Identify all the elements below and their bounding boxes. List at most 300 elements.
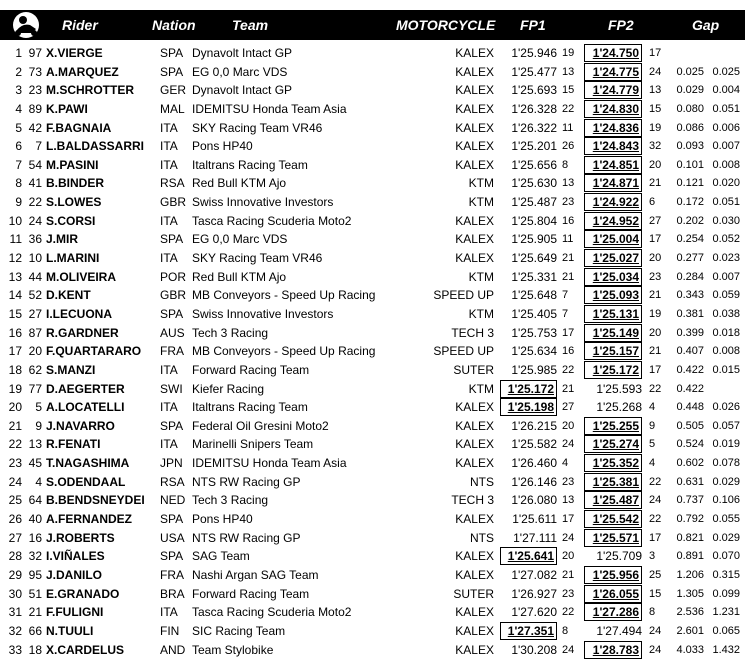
fp1-lap-cell: 26 (562, 140, 575, 153)
rider-name-cell: I.LECUONA (46, 306, 112, 321)
rider-number-cell: 41 (28, 176, 42, 191)
position-cell: 18 (8, 362, 22, 377)
table-row (0, 268, 745, 287)
nation-cell: SPA (160, 46, 184, 60)
table-row (0, 342, 745, 361)
fp1-time-cell: 1'27.351 (500, 622, 557, 640)
fp1-time-cell: 1'25.946 (511, 46, 557, 60)
motorcycle-cell: KALEX (455, 120, 494, 135)
gap-first-cell: 4.033 (676, 643, 704, 656)
table-row (0, 44, 745, 63)
rider-number-cell: 66 (28, 623, 42, 638)
fp1-lap-cell: 11 (562, 121, 574, 134)
fp1-lap-cell: 22 (562, 102, 575, 115)
gap-first-cell: 0.737 (676, 494, 704, 507)
position-cell: 29 (8, 567, 22, 582)
rider-number-cell: 97 (28, 46, 42, 60)
rider-number-cell: 77 (28, 381, 42, 396)
rider-name-cell: A.MARQUEZ (46, 64, 119, 79)
fp1-lap-cell: 20 (562, 550, 575, 563)
gap-first-cell: 0.505 (676, 419, 704, 432)
fp1-time-cell: 1'25.693 (511, 83, 557, 98)
rider-number-cell: 73 (28, 64, 42, 79)
nation-cell: ITA (160, 362, 178, 377)
fp2-lap-cell: 20 (649, 158, 662, 171)
fp1-time-cell: 1'25.753 (511, 325, 557, 340)
rider-name-cell: D.AEGERTER (46, 381, 125, 396)
nation-cell: MAL (160, 101, 185, 116)
motorcycle-cell: KALEX (455, 213, 494, 228)
rider-name-cell: R.GARDNER (46, 325, 119, 340)
gap-previous-cell: 1.432 (712, 643, 740, 656)
gap-previous-cell: 0.315 (712, 568, 740, 581)
team-cell: EG 0,0 Marc VDS (192, 232, 288, 247)
rider-number-cell: 4 (35, 474, 42, 489)
fp1-lap-cell: 24 (562, 531, 575, 544)
rider-name-cell: J.NAVARRO (46, 418, 115, 433)
position-cell: 14 (8, 288, 22, 303)
rider-name-cell: J.MIR (46, 232, 79, 247)
gap-first-cell: 0.284 (676, 270, 704, 283)
table-row (0, 510, 745, 529)
fp2-time-cell: 1'25.571 (584, 529, 642, 547)
team-cell: Federal Oil Gresini Moto2 (192, 418, 329, 433)
fp2-lap-cell: 22 (649, 475, 662, 488)
position-cell: 24 (8, 474, 22, 489)
fp1-time-cell: 1'26.927 (511, 586, 557, 601)
fp1-lap-cell: 21 (562, 382, 575, 395)
gap-previous-cell: 0.006 (712, 121, 740, 134)
position-cell: 20 (8, 400, 22, 415)
nation-cell: SPA (160, 418, 184, 433)
nation-cell: SWI (160, 381, 183, 396)
gap-first-cell: 2.601 (676, 624, 704, 637)
fp1-lap-cell: 22 (562, 606, 575, 619)
fp2-time-cell: 1'24.843 (584, 137, 642, 155)
gap-previous-cell: 0.008 (712, 345, 740, 358)
table-row (0, 603, 745, 622)
fp1-lap-cell: 15 (562, 84, 575, 97)
fp2-lap-cell: 3 (649, 550, 656, 563)
rider-number-cell: 42 (28, 120, 42, 135)
gap-first-cell: 0.029 (676, 84, 704, 97)
rider-number-cell: 36 (28, 232, 42, 247)
gap-first-cell: 0.524 (676, 438, 704, 451)
position-cell: 5 (15, 120, 22, 135)
rider-name-cell: I.VIÑALES (46, 549, 105, 564)
gap-first-cell: 0.025 (676, 65, 704, 78)
team-cell: Tasca Racing Scuderia Moto2 (192, 605, 352, 620)
motorcycle-cell: KALEX (455, 437, 494, 452)
fp2-lap-cell: 27 (649, 214, 662, 227)
rider-number-cell: 27 (28, 306, 42, 321)
rider-name-cell: S.CORSI (46, 213, 96, 228)
fp1-time-cell: 1'26.322 (511, 120, 557, 135)
rider-name-cell: M.PASINI (46, 157, 99, 172)
fp1-time-cell: 1'25.172 (500, 380, 557, 398)
position-cell: 15 (8, 306, 22, 321)
table-row (0, 156, 745, 175)
fp2-lap-cell: 21 (649, 177, 662, 190)
motorcycle-cell: KALEX (455, 46, 494, 60)
motorcycle-cell: KTM (468, 381, 494, 396)
fp1-time-cell: 1'26.080 (511, 493, 557, 508)
fp1-lap-cell: 24 (562, 643, 575, 656)
gap-previous-cell: 0.019 (712, 438, 740, 451)
fp2-lap-cell: 4 (649, 401, 656, 414)
position-cell: 25 (8, 493, 22, 508)
team-cell: SKY Racing Team VR46 (192, 251, 323, 266)
gap-first-cell: 0.101 (676, 158, 704, 171)
header-motorcycle: MOTORCYCLE (396, 17, 496, 33)
position-cell: 2 (15, 64, 22, 79)
fp2-lap-cell: 21 (649, 345, 662, 358)
position-cell: 30 (8, 586, 22, 601)
motorcycle-cell: SUTER (453, 362, 494, 377)
table-row (0, 454, 745, 473)
motorcycle-cell: SPEED UP (433, 288, 494, 303)
position-cell: 3 (15, 83, 22, 98)
header-gap: Gap (692, 17, 720, 33)
fp1-time-cell: 1'25.656 (511, 157, 557, 172)
fp2-lap-cell: 19 (649, 121, 662, 134)
gap-previous-cell: 0.055 (712, 513, 740, 526)
team-cell: EG 0,0 Marc VDS (192, 64, 288, 79)
position-cell: 12 (8, 251, 22, 266)
motorcycle-cell: KALEX (455, 101, 494, 116)
nation-cell: ITA (160, 213, 178, 228)
fp1-time-cell: 1'26.328 (511, 101, 557, 116)
gap-previous-cell: 0.020 (712, 177, 740, 190)
rider-name-cell: M.SCHROTTER (46, 83, 134, 98)
fp2-lap-cell: 8 (649, 606, 656, 619)
rider-name-cell: D.KENT (46, 288, 91, 303)
table-row (0, 361, 745, 380)
team-cell: SIC Racing Team (192, 623, 286, 638)
fp2-lap-cell: 17 (649, 363, 662, 376)
fp1-time-cell: 1'30.208 (511, 642, 557, 657)
fp2-time-cell: 1'28.783 (584, 641, 642, 659)
fp2-lap-cell: 17 (649, 47, 662, 59)
fp2-time-cell: 1'26.055 (584, 585, 642, 603)
table-row (0, 100, 745, 119)
rider-number-cell: 16 (28, 530, 42, 545)
table-row (0, 305, 745, 324)
fp1-lap-cell: 11 (562, 233, 574, 246)
gap-previous-cell: 0.023 (712, 252, 740, 265)
team-cell: IDEMITSU Honda Team Asia (192, 456, 347, 471)
nation-cell: NED (160, 493, 186, 508)
team-cell: SKY Racing Team VR46 (192, 120, 323, 135)
fp1-time-cell: 1'25.630 (511, 176, 557, 191)
rider-name-cell: J.ROBERTS (46, 530, 115, 545)
gap-previous-cell: 0.030 (712, 214, 740, 227)
fp2-time-cell: 1'25.352 (584, 454, 642, 472)
gap-previous-cell: 0.007 (712, 270, 740, 283)
rider-name-cell: B.BENDSNEYDEI (46, 493, 145, 508)
fp2-time-cell: 1'25.093 (584, 286, 642, 304)
gap-first-cell: 0.381 (676, 307, 704, 320)
table-row (0, 63, 745, 82)
fp1-time-cell: 1'25.648 (511, 288, 557, 303)
fp1-time-cell: 1'25.405 (511, 306, 557, 321)
fp2-lap-cell: 24 (649, 624, 662, 637)
nation-cell: GER (160, 83, 187, 98)
rider-number-cell: 5 (35, 400, 42, 415)
fp2-time-cell: 1'27.286 (584, 603, 642, 621)
team-cell: Dynavolt Intact GP (192, 46, 293, 60)
position-cell: 9 (15, 195, 22, 210)
position-cell: 8 (15, 176, 22, 191)
nation-cell: FRA (160, 567, 184, 582)
gap-first-cell: 0.172 (676, 196, 704, 209)
fp1-lap-cell: 16 (562, 345, 575, 358)
fp1-lap-cell: 16 (562, 214, 575, 227)
header-nation: Nation (152, 17, 196, 33)
team-cell: Pons HP40 (192, 512, 253, 527)
fp1-lap-cell: 13 (562, 494, 575, 507)
gap-previous-cell: 0.057 (712, 419, 740, 432)
rider-number-cell: 22 (28, 195, 42, 210)
motorcycle-cell: KTM (468, 269, 494, 284)
gap-first-cell: 2.536 (676, 606, 704, 619)
fp2-lap-cell: 6 (649, 196, 656, 209)
fp1-time-cell: 1'26.146 (511, 474, 557, 489)
fp1-lap-cell: 23 (562, 196, 575, 209)
rider-number-cell: 87 (28, 325, 42, 340)
gap-first-cell: 0.254 (676, 233, 704, 246)
fp2-lap-cell: 24 (649, 65, 662, 78)
team-cell: NTS RW Racing GP (192, 530, 301, 545)
fp1-time-cell: 1'25.641 (500, 547, 557, 565)
header-fp2: FP2 (608, 17, 634, 33)
table-row (0, 547, 745, 566)
fp1-time-cell: 1'25.198 (500, 398, 557, 416)
gap-first-cell: 0.821 (676, 531, 704, 544)
fp2-time-cell: 1'25.268 (596, 400, 642, 415)
motorcycle-cell: KALEX (455, 512, 494, 527)
rider-number-cell: 40 (28, 512, 42, 527)
motorcycle-cell: KALEX (455, 139, 494, 154)
fp2-time-cell: 1'25.149 (584, 324, 642, 342)
nation-cell: FRA (160, 344, 184, 359)
gap-previous-cell: 0.004 (712, 84, 740, 97)
nation-cell: SPA (160, 549, 184, 564)
rider-name-cell: M.OLIVEIRA (46, 269, 117, 284)
gap-previous-cell: 0.026 (712, 401, 740, 414)
gap-previous-cell: 0.052 (712, 233, 740, 246)
gap-first-cell: 0.891 (676, 550, 704, 563)
gap-previous-cell: 0.070 (712, 550, 740, 563)
fp1-time-cell: 1'25.582 (511, 437, 557, 452)
fp2-time-cell: 1'25.542 (584, 510, 642, 528)
fp2-lap-cell: 25 (649, 568, 662, 581)
rider-number-cell: 23 (28, 83, 42, 98)
nation-cell: ITA (160, 157, 178, 172)
nation-cell: FIN (160, 623, 180, 638)
fp2-time-cell: 1'25.381 (584, 473, 642, 491)
gap-previous-cell: 0.051 (712, 196, 740, 209)
rider-name-cell: S.MANZI (46, 362, 96, 377)
fp2-time-cell: 1'24.952 (584, 212, 642, 230)
rider-name-cell: F.FULIGNI (46, 605, 104, 620)
fp1-lap-cell: 7 (562, 307, 569, 320)
team-cell: Forward Racing Team (192, 586, 310, 601)
team-cell: Dynavolt Intact GP (192, 83, 293, 98)
fp2-lap-cell: 23 (649, 270, 662, 283)
rider-name-cell: F.QUARTARARO (46, 344, 142, 359)
position-cell: 4 (15, 101, 22, 116)
nation-cell: ITA (160, 251, 178, 266)
fp2-lap-cell: 9 (649, 419, 656, 432)
team-cell: Red Bull KTM Ajo (192, 176, 287, 191)
nation-cell: ITA (160, 437, 178, 452)
gap-first-cell: 0.343 (676, 289, 704, 302)
header-rider: Rider (62, 17, 98, 33)
table-row (0, 286, 745, 305)
fp1-lap-cell: 20 (562, 419, 575, 432)
fp1-lap-cell: 27 (562, 401, 575, 414)
rider-name-cell: S.LOWES (46, 195, 102, 210)
fp2-time-cell: 1'24.830 (584, 100, 642, 118)
motorcycle-cell: KALEX (455, 623, 494, 638)
nation-cell: ITA (160, 605, 178, 620)
table-row (0, 398, 745, 417)
nation-cell: AND (160, 642, 186, 657)
rider-number-cell: 95 (28, 567, 42, 582)
fp2-lap-cell: 15 (649, 587, 662, 600)
gap-first-cell: 1.305 (676, 587, 704, 600)
rider-number-cell: 45 (28, 456, 42, 471)
fp2-time-cell: 1'25.027 (584, 249, 642, 267)
fp2-time-cell: 1'27.494 (596, 623, 642, 638)
team-cell: Italtrans Racing Team (192, 400, 308, 415)
team-cell: MB Conveyors - Speed Up Racing (192, 288, 376, 303)
motorcycle-cell: KALEX (455, 251, 494, 266)
table-row (0, 212, 745, 231)
fp1-time-cell: 1'25.985 (511, 362, 557, 377)
fp2-time-cell: 1'25.157 (584, 342, 642, 360)
gap-first-cell: 0.399 (676, 326, 704, 339)
gap-previous-cell: 1.231 (712, 606, 740, 619)
gap-previous-cell: 0.051 (712, 102, 740, 115)
rider-name-cell: K.PAWI (46, 101, 88, 116)
motorcycle-cell: NTS (470, 530, 494, 545)
table-row (0, 585, 745, 604)
table-row (0, 193, 745, 212)
rider-number-cell: 52 (28, 288, 42, 303)
rider-number-cell: 21 (28, 605, 42, 620)
fp1-lap-cell: 8 (562, 158, 569, 171)
motorcycle-cell: KALEX (455, 418, 494, 433)
motorcycle-cell: KALEX (455, 232, 494, 247)
fp2-time-cell: 1'24.775 (584, 63, 642, 81)
fp1-lap-cell: 7 (562, 289, 569, 302)
table-row (0, 119, 745, 138)
fp1-time-cell: 1'26.460 (511, 456, 557, 471)
team-cell: Tech 3 Racing (192, 325, 269, 340)
fp1-lap-cell: 19 (562, 47, 575, 59)
fp1-time-cell: 1'25.611 (512, 512, 557, 527)
fp1-lap-cell: 23 (562, 475, 575, 488)
team-cell: IDEMITSU Honda Team Asia (192, 101, 347, 116)
rider-name-cell: L.MARINI (46, 251, 100, 266)
fp1-lap-cell: 8 (562, 624, 569, 637)
fp1-lap-cell: 24 (562, 438, 575, 451)
motorcycle-rider-icon (6, 11, 46, 39)
rider-number-cell: 18 (28, 642, 42, 657)
rider-name-cell: A.LOCATELLI (46, 400, 125, 415)
fp2-time-cell: 1'25.593 (596, 381, 642, 396)
motorcycle-cell: KALEX (455, 549, 494, 564)
nation-cell: SPA (160, 64, 184, 79)
motorcycle-cell: KALEX (455, 567, 494, 582)
team-cell: Tasca Racing Scuderia Moto2 (192, 213, 352, 228)
nation-cell: GBR (160, 195, 187, 210)
position-cell: 16 (8, 325, 22, 340)
fp2-lap-cell: 20 (649, 326, 662, 339)
team-cell: SAG Team (192, 549, 250, 564)
fp1-time-cell: 1'27.620 (511, 605, 557, 620)
gap-first-cell: 0.093 (676, 140, 704, 153)
fp2-time-cell: 1'24.851 (584, 156, 642, 174)
table-row (0, 435, 745, 454)
fp1-time-cell: 1'25.477 (511, 64, 557, 79)
motorcycle-cell: KALEX (455, 400, 494, 415)
gap-first-cell: 0.631 (676, 475, 704, 488)
table-row (0, 324, 745, 343)
table-row (0, 622, 745, 641)
fp1-lap-cell: 17 (562, 513, 575, 526)
gap-previous-cell: 0.007 (712, 140, 740, 153)
team-cell: Swiss Innovative Investors (192, 306, 334, 321)
fp1-time-cell: 1'26.215 (511, 418, 557, 433)
motorcycle-cell: KTM (468, 176, 494, 191)
fp2-lap-cell: 32 (649, 140, 662, 153)
nation-cell: USA (160, 530, 185, 545)
rider-name-cell: X.VIERGE (46, 46, 103, 60)
motorcycle-cell: SUTER (453, 586, 494, 601)
table-row (0, 529, 745, 548)
gap-previous-cell: 0.029 (712, 531, 740, 544)
fp1-lap-cell: 13 (562, 177, 575, 190)
fp2-lap-cell: 21 (649, 289, 662, 302)
fp1-lap-cell: 21 (562, 270, 575, 283)
fp2-time-cell: 1'24.922 (584, 193, 642, 211)
fp1-time-cell: 1'25.487 (511, 195, 557, 210)
table-row (0, 137, 745, 156)
fp2-time-cell: 1'25.004 (584, 230, 642, 248)
fp2-time-cell: 1'24.871 (584, 174, 642, 192)
gap-first-cell: 1.206 (676, 568, 704, 581)
position-cell: 13 (8, 269, 22, 284)
nation-cell: ITA (160, 400, 178, 415)
motorcycle-cell: TECH 3 (451, 493, 494, 508)
fp2-time-cell: 1'24.836 (584, 119, 642, 137)
team-cell: Nashi Argan SAG Team (192, 567, 319, 582)
position-cell: 22 (8, 437, 22, 452)
rider-name-cell: X.CARDELUS (46, 642, 125, 657)
position-cell: 7 (15, 157, 22, 172)
fp1-lap-cell: 22 (562, 363, 575, 376)
position-cell: 31 (8, 605, 22, 620)
position-cell: 33 (8, 642, 22, 657)
position-cell: 1 (15, 46, 22, 60)
nation-cell: POR (160, 269, 187, 284)
fp1-lap-cell: 21 (562, 568, 575, 581)
results-table (0, 44, 745, 659)
fp2-lap-cell: 22 (649, 382, 662, 395)
